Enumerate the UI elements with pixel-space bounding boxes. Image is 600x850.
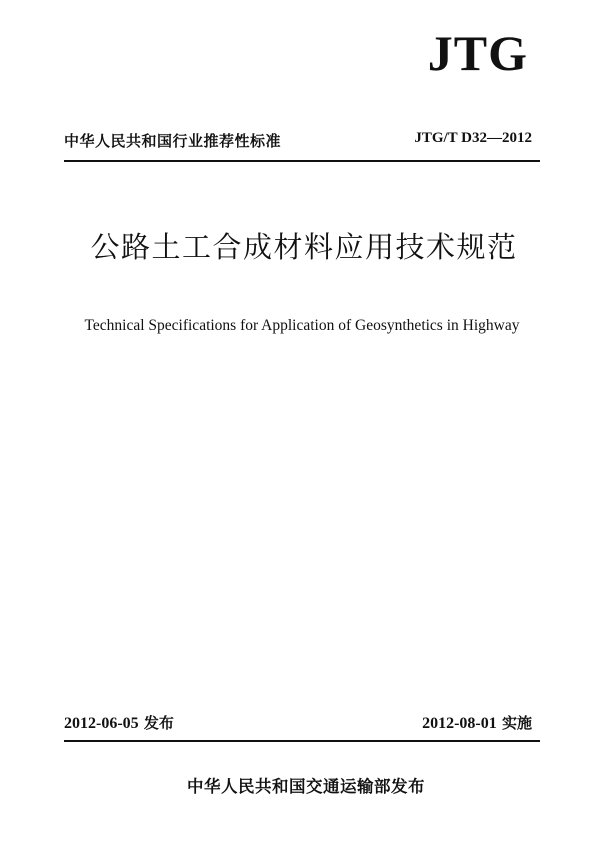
- bottom-divider: [64, 740, 540, 742]
- date-row: [64, 712, 532, 734]
- header-row: [64, 128, 532, 152]
- effective-date-block: [422, 712, 532, 733]
- standard-category: 中华人民共和国行业推荐性标准: [64, 132, 282, 150]
- effective-date: 2012-08-01: [422, 715, 497, 732]
- top-divider: [64, 160, 540, 162]
- issue-date: 2012-06-05: [64, 715, 139, 732]
- effective-label: 实施: [501, 714, 532, 732]
- publisher: 中华人民共和国交通运输部发布: [187, 777, 425, 796]
- issue-label: 发布: [143, 714, 174, 732]
- issue-date-block: [64, 712, 174, 733]
- title-chinese: 公路土工合成材料应用技术规范: [90, 230, 518, 264]
- jtg-logo: JTG: [427, 25, 528, 81]
- standard-code: JTG/T D32—2012: [414, 130, 532, 146]
- title-english: Technical Specifications for Application of Geosynthetics in Highway: [84, 317, 520, 334]
